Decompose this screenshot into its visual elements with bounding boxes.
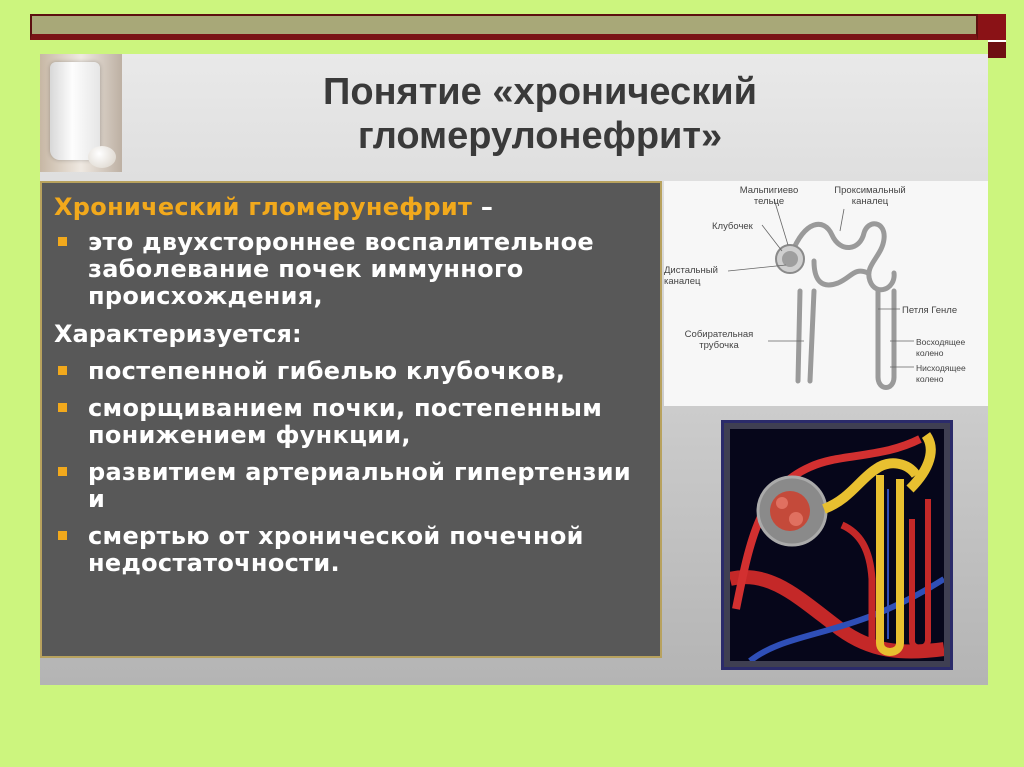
label-henle: Петля Генле: [902, 305, 958, 316]
list-item-text: постепенной гибелью клубочков,: [88, 357, 566, 385]
characterized-subheading: Характеризуется:: [54, 320, 302, 348]
list-item-text: развитием артериальной гипертензии и: [88, 458, 631, 513]
list-item: [54, 523, 646, 577]
label-descending: Нисходящее колено: [916, 363, 966, 384]
milk-glass-image: [40, 54, 122, 172]
slide-canvas: [40, 54, 988, 685]
list-item-text: сморщиванием почки, постепенным понижением функции,: [88, 394, 603, 449]
list-item: [54, 459, 646, 513]
illustration-canvas: [730, 429, 944, 661]
bullet-icon: [58, 467, 67, 476]
label-distal: Дистальный каналец: [664, 265, 718, 287]
list-item: [54, 358, 646, 385]
heading-dash: –: [480, 193, 494, 221]
bullet-icon: [58, 531, 67, 540]
nephron-illustration: [721, 420, 953, 670]
nephron-color-drawing: [730, 429, 944, 661]
label-ascending: Восходящее колено: [916, 337, 966, 358]
list-item-text: смертью от хронической почечной недостаточности.: [88, 522, 584, 577]
label-glomerulus: Клубочек: [712, 221, 753, 232]
bullet-icon: [58, 403, 67, 412]
glass-shape: [50, 62, 100, 160]
egg-shape: [88, 146, 116, 168]
top-bar-accent: [978, 14, 1006, 40]
characteristics-list: [54, 358, 646, 577]
bullet-icon: [58, 366, 67, 375]
top-bar-accent-lower: [988, 40, 1006, 58]
list-item-text: это двухстороннее воспалительное заболевание почек иммунного происхождения,: [88, 228, 595, 310]
list-item: [54, 395, 646, 449]
definition-heading: [54, 193, 646, 221]
bullet-icon: [58, 237, 67, 246]
title-line-1: Понятие «хронический: [323, 71, 757, 113]
label-malpighian: Мальпигиево тельце: [739, 185, 799, 207]
list-item: [54, 229, 646, 310]
definition-panel: [40, 181, 662, 658]
top-decorative-bar: [30, 14, 978, 40]
nephron-diagram: [664, 181, 988, 406]
heading-text: Хронический гломерунефрит: [54, 193, 473, 221]
label-collecting: Собирательная трубочка: [684, 329, 754, 351]
definition-list: [54, 229, 646, 310]
label-proximal: Проксимальный каналец: [834, 185, 906, 207]
slide-title: [140, 70, 940, 158]
title-line-2: гломерулонефрит»: [357, 115, 723, 157]
